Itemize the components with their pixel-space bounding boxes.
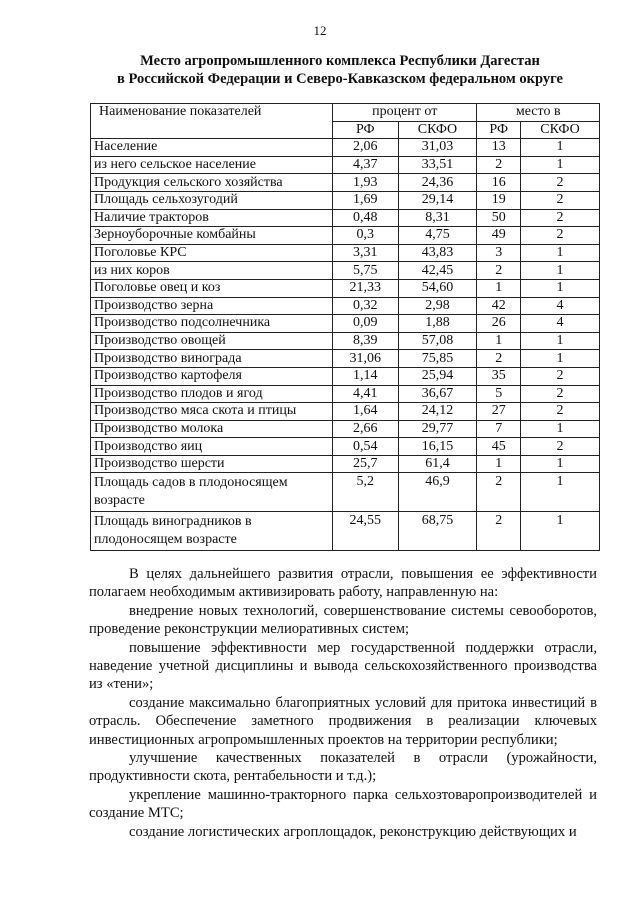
cell-percent-rf: 1,69	[333, 191, 399, 209]
cell-rank-skfo: 1	[521, 244, 600, 262]
cell-percent-skfo: 16,15	[398, 438, 477, 456]
header-indicator-name: Наименование показателей	[91, 104, 333, 139]
cell-rank-rf: 19	[477, 191, 521, 209]
cell-rank-rf: 5	[477, 385, 521, 403]
cell-rank-skfo: 1	[521, 512, 600, 551]
cell-indicator-name: Производство яиц	[91, 438, 333, 456]
cell-percent-rf: 8,39	[333, 332, 399, 350]
header-percent-of: процент от	[333, 104, 477, 122]
cell-rank-skfo: 2	[521, 385, 600, 403]
cell-percent-skfo: 29,77	[398, 420, 477, 438]
header-percent-rf: РФ	[333, 121, 399, 139]
cell-percent-skfo: 8,31	[398, 209, 477, 227]
cell-rank-skfo: 2	[521, 367, 600, 385]
cell-rank-rf: 13	[477, 139, 521, 157]
body-paragraph: повышение эффективности мер государственной поддержки отрасли, наведение учетной дисциплины и вывода сельскохозяйственного производства из «тени»;	[89, 639, 597, 693]
cell-percent-skfo: 42,45	[398, 262, 477, 280]
table-row	[91, 156, 600, 174]
cell-percent-rf: 0,54	[333, 438, 399, 456]
body-text	[89, 565, 597, 841]
cell-percent-skfo: 36,67	[398, 385, 477, 403]
cell-percent-skfo: 31,03	[398, 139, 477, 157]
cell-indicator-name: Площадь сельхозугодий	[91, 191, 333, 209]
cell-indicator-name: Наличие тракторов	[91, 209, 333, 227]
cell-rank-rf: 50	[477, 209, 521, 227]
header-rank-skfo: СКФО	[521, 121, 600, 139]
indicators-table	[90, 103, 600, 551]
cell-percent-rf: 31,06	[333, 350, 399, 368]
table-body	[91, 139, 600, 551]
cell-rank-rf: 2	[477, 473, 521, 512]
cell-percent-rf: 3,31	[333, 244, 399, 262]
table-row	[91, 332, 600, 350]
cell-rank-skfo: 4	[521, 297, 600, 315]
cell-rank-rf: 16	[477, 174, 521, 192]
cell-rank-skfo: 1	[521, 156, 600, 174]
cell-percent-rf: 2,66	[333, 420, 399, 438]
cell-percent-rf: 1,64	[333, 403, 399, 421]
cell-rank-skfo: 2	[521, 438, 600, 456]
cell-indicator-name: Зерноуборочные комбайны	[91, 227, 333, 245]
cell-rank-skfo: 2	[521, 227, 600, 245]
body-paragraph: В целях дальнейшего развития отрасли, повышения ее эффективности полагаем необходимым активизировать работу, направленную на:	[89, 566, 597, 601]
body-paragraph: создание логистических агроплощадок, реконструкцию действующих и	[129, 823, 577, 840]
document-title	[60, 52, 620, 88]
title-line-2: в Российской Федерации и Северо-Кавказском федеральном округе	[117, 71, 563, 87]
body-paragraph: создание максимально благоприятных условий для притока инвестиций в отрасль. Обеспечение заметного продвижения в реализации ключевых инвестиционных агропромышленных проектов на территории республики;	[89, 694, 597, 748]
cell-indicator-name: из них коров	[91, 262, 333, 280]
cell-percent-rf: 4,37	[333, 156, 399, 174]
table-row	[91, 227, 600, 245]
table-row	[91, 438, 600, 456]
cell-percent-skfo: 24,36	[398, 174, 477, 192]
cell-indicator-name: Производство молока	[91, 420, 333, 438]
cell-percent-skfo: 75,85	[398, 350, 477, 368]
header-percent-skfo: СКФО	[398, 121, 477, 139]
cell-rank-rf: 45	[477, 438, 521, 456]
cell-percent-skfo: 46,9	[398, 473, 477, 512]
table-header-row-1	[91, 104, 600, 122]
cell-rank-rf: 2	[477, 350, 521, 368]
title-line-1: Место агропромышленного комплекса Республики Дагестан	[140, 53, 540, 69]
cell-indicator-name: Производство шерсти	[91, 455, 333, 473]
cell-rank-rf: 1	[477, 332, 521, 350]
cell-indicator-name: Население	[91, 139, 333, 157]
cell-percent-rf: 4,41	[333, 385, 399, 403]
cell-percent-skfo: 4,75	[398, 227, 477, 245]
cell-indicator-name: Производство мяса скота и птицы	[91, 403, 333, 421]
header-rank-in: место в	[477, 104, 600, 122]
table-row	[91, 191, 600, 209]
cell-indicator-name: Производство плодов и ягод	[91, 385, 333, 403]
page-number: 12	[313, 23, 327, 38]
cell-rank-skfo: 1	[521, 455, 600, 473]
cell-rank-rf: 2	[477, 156, 521, 174]
cell-rank-skfo: 2	[521, 174, 600, 192]
cell-percent-skfo: 54,60	[398, 279, 477, 297]
cell-rank-skfo: 1	[521, 473, 600, 512]
cell-percent-skfo: 68,75	[398, 512, 477, 551]
cell-indicator-name: Поголовье КРС	[91, 244, 333, 262]
cell-rank-skfo: 4	[521, 315, 600, 333]
table-row	[91, 385, 600, 403]
cell-percent-skfo: 43,83	[398, 244, 477, 262]
cell-rank-rf: 3	[477, 244, 521, 262]
table-row	[91, 315, 600, 333]
cell-percent-skfo: 61,4	[398, 455, 477, 473]
cell-rank-rf: 1	[477, 279, 521, 297]
table-row	[91, 139, 600, 157]
cell-percent-skfo: 33,51	[398, 156, 477, 174]
cell-rank-skfo: 2	[521, 403, 600, 421]
cell-rank-skfo: 2	[521, 191, 600, 209]
cell-rank-rf: 2	[477, 512, 521, 551]
cell-rank-skfo: 1	[521, 139, 600, 157]
cell-indicator-name: Производство винограда	[91, 350, 333, 368]
cell-percent-rf: 0,3	[333, 227, 399, 245]
cell-rank-skfo: 1	[521, 350, 600, 368]
cell-percent-rf: 0,32	[333, 297, 399, 315]
cell-percent-skfo: 57,08	[398, 332, 477, 350]
cell-rank-skfo: 1	[521, 332, 600, 350]
cell-indicator-name: Производство подсолнечника	[91, 315, 333, 333]
cell-indicator-name: Площадь виноградников в плодоносящем возрасте	[91, 512, 333, 551]
table-row	[91, 420, 600, 438]
table-row	[91, 403, 600, 421]
body-paragraph: укрепление машинно-тракторного парка сельхозтоваропроизводителей и создание МТС;	[89, 786, 597, 822]
cell-percent-rf: 5,2	[333, 473, 399, 512]
cell-percent-rf: 2,06	[333, 139, 399, 157]
cell-indicator-name: Площадь садов в плодоносящем возрасте	[91, 473, 333, 512]
cell-indicator-name: из него сельское население	[91, 156, 333, 174]
table-row	[91, 297, 600, 315]
table-row	[91, 367, 600, 385]
cell-percent-skfo: 29,14	[398, 191, 477, 209]
cell-percent-rf: 21,33	[333, 279, 399, 297]
cell-percent-rf: 5,75	[333, 262, 399, 280]
body-paragraph: улучшение качественных показателей в отрасли (урожайности, продуктивности скота, рентабельности и т.д.);	[89, 750, 597, 785]
cell-percent-skfo: 25,94	[398, 367, 477, 385]
cell-rank-rf: 1	[477, 455, 521, 473]
cell-percent-skfo: 24,12	[398, 403, 477, 421]
cell-rank-rf: 2	[477, 262, 521, 280]
cell-indicator-name: Продукция сельского хозяйства	[91, 174, 333, 192]
table-row	[91, 244, 600, 262]
cell-indicator-name: Производство зерна	[91, 297, 333, 315]
cell-indicator-name: Производство картофеля	[91, 367, 333, 385]
table-row	[91, 209, 600, 227]
header-rank-rf: РФ	[477, 121, 521, 139]
cell-rank-rf: 49	[477, 227, 521, 245]
table-row	[91, 512, 600, 551]
cell-percent-rf: 1,14	[333, 367, 399, 385]
table-row	[91, 473, 600, 512]
cell-percent-rf: 24,55	[333, 512, 399, 551]
cell-percent-skfo: 1,88	[398, 315, 477, 333]
cell-rank-rf: 26	[477, 315, 521, 333]
cell-rank-rf: 35	[477, 367, 521, 385]
cell-rank-rf: 7	[477, 420, 521, 438]
table-row	[91, 350, 600, 368]
table-row	[91, 455, 600, 473]
cell-rank-skfo: 1	[521, 420, 600, 438]
body-paragraph: внедрение новых технологий, совершенствование системы севооборотов, проведение реконструкции мелиоративных систем;	[89, 602, 597, 638]
table-row	[91, 262, 600, 280]
cell-indicator-name: Поголовье овец и коз	[91, 279, 333, 297]
cell-percent-rf: 1,93	[333, 174, 399, 192]
cell-rank-rf: 42	[477, 297, 521, 315]
cell-rank-rf: 27	[477, 403, 521, 421]
cell-percent-rf: 0,09	[333, 315, 399, 333]
cell-indicator-name: Производство овощей	[91, 332, 333, 350]
cell-percent-rf: 25,7	[333, 455, 399, 473]
cell-percent-rf: 0,48	[333, 209, 399, 227]
cell-rank-skfo: 1	[521, 279, 600, 297]
cell-rank-skfo: 2	[521, 209, 600, 227]
cell-rank-skfo: 1	[521, 262, 600, 280]
table-row	[91, 279, 600, 297]
table-row	[91, 174, 600, 192]
cell-percent-skfo: 2,98	[398, 297, 477, 315]
